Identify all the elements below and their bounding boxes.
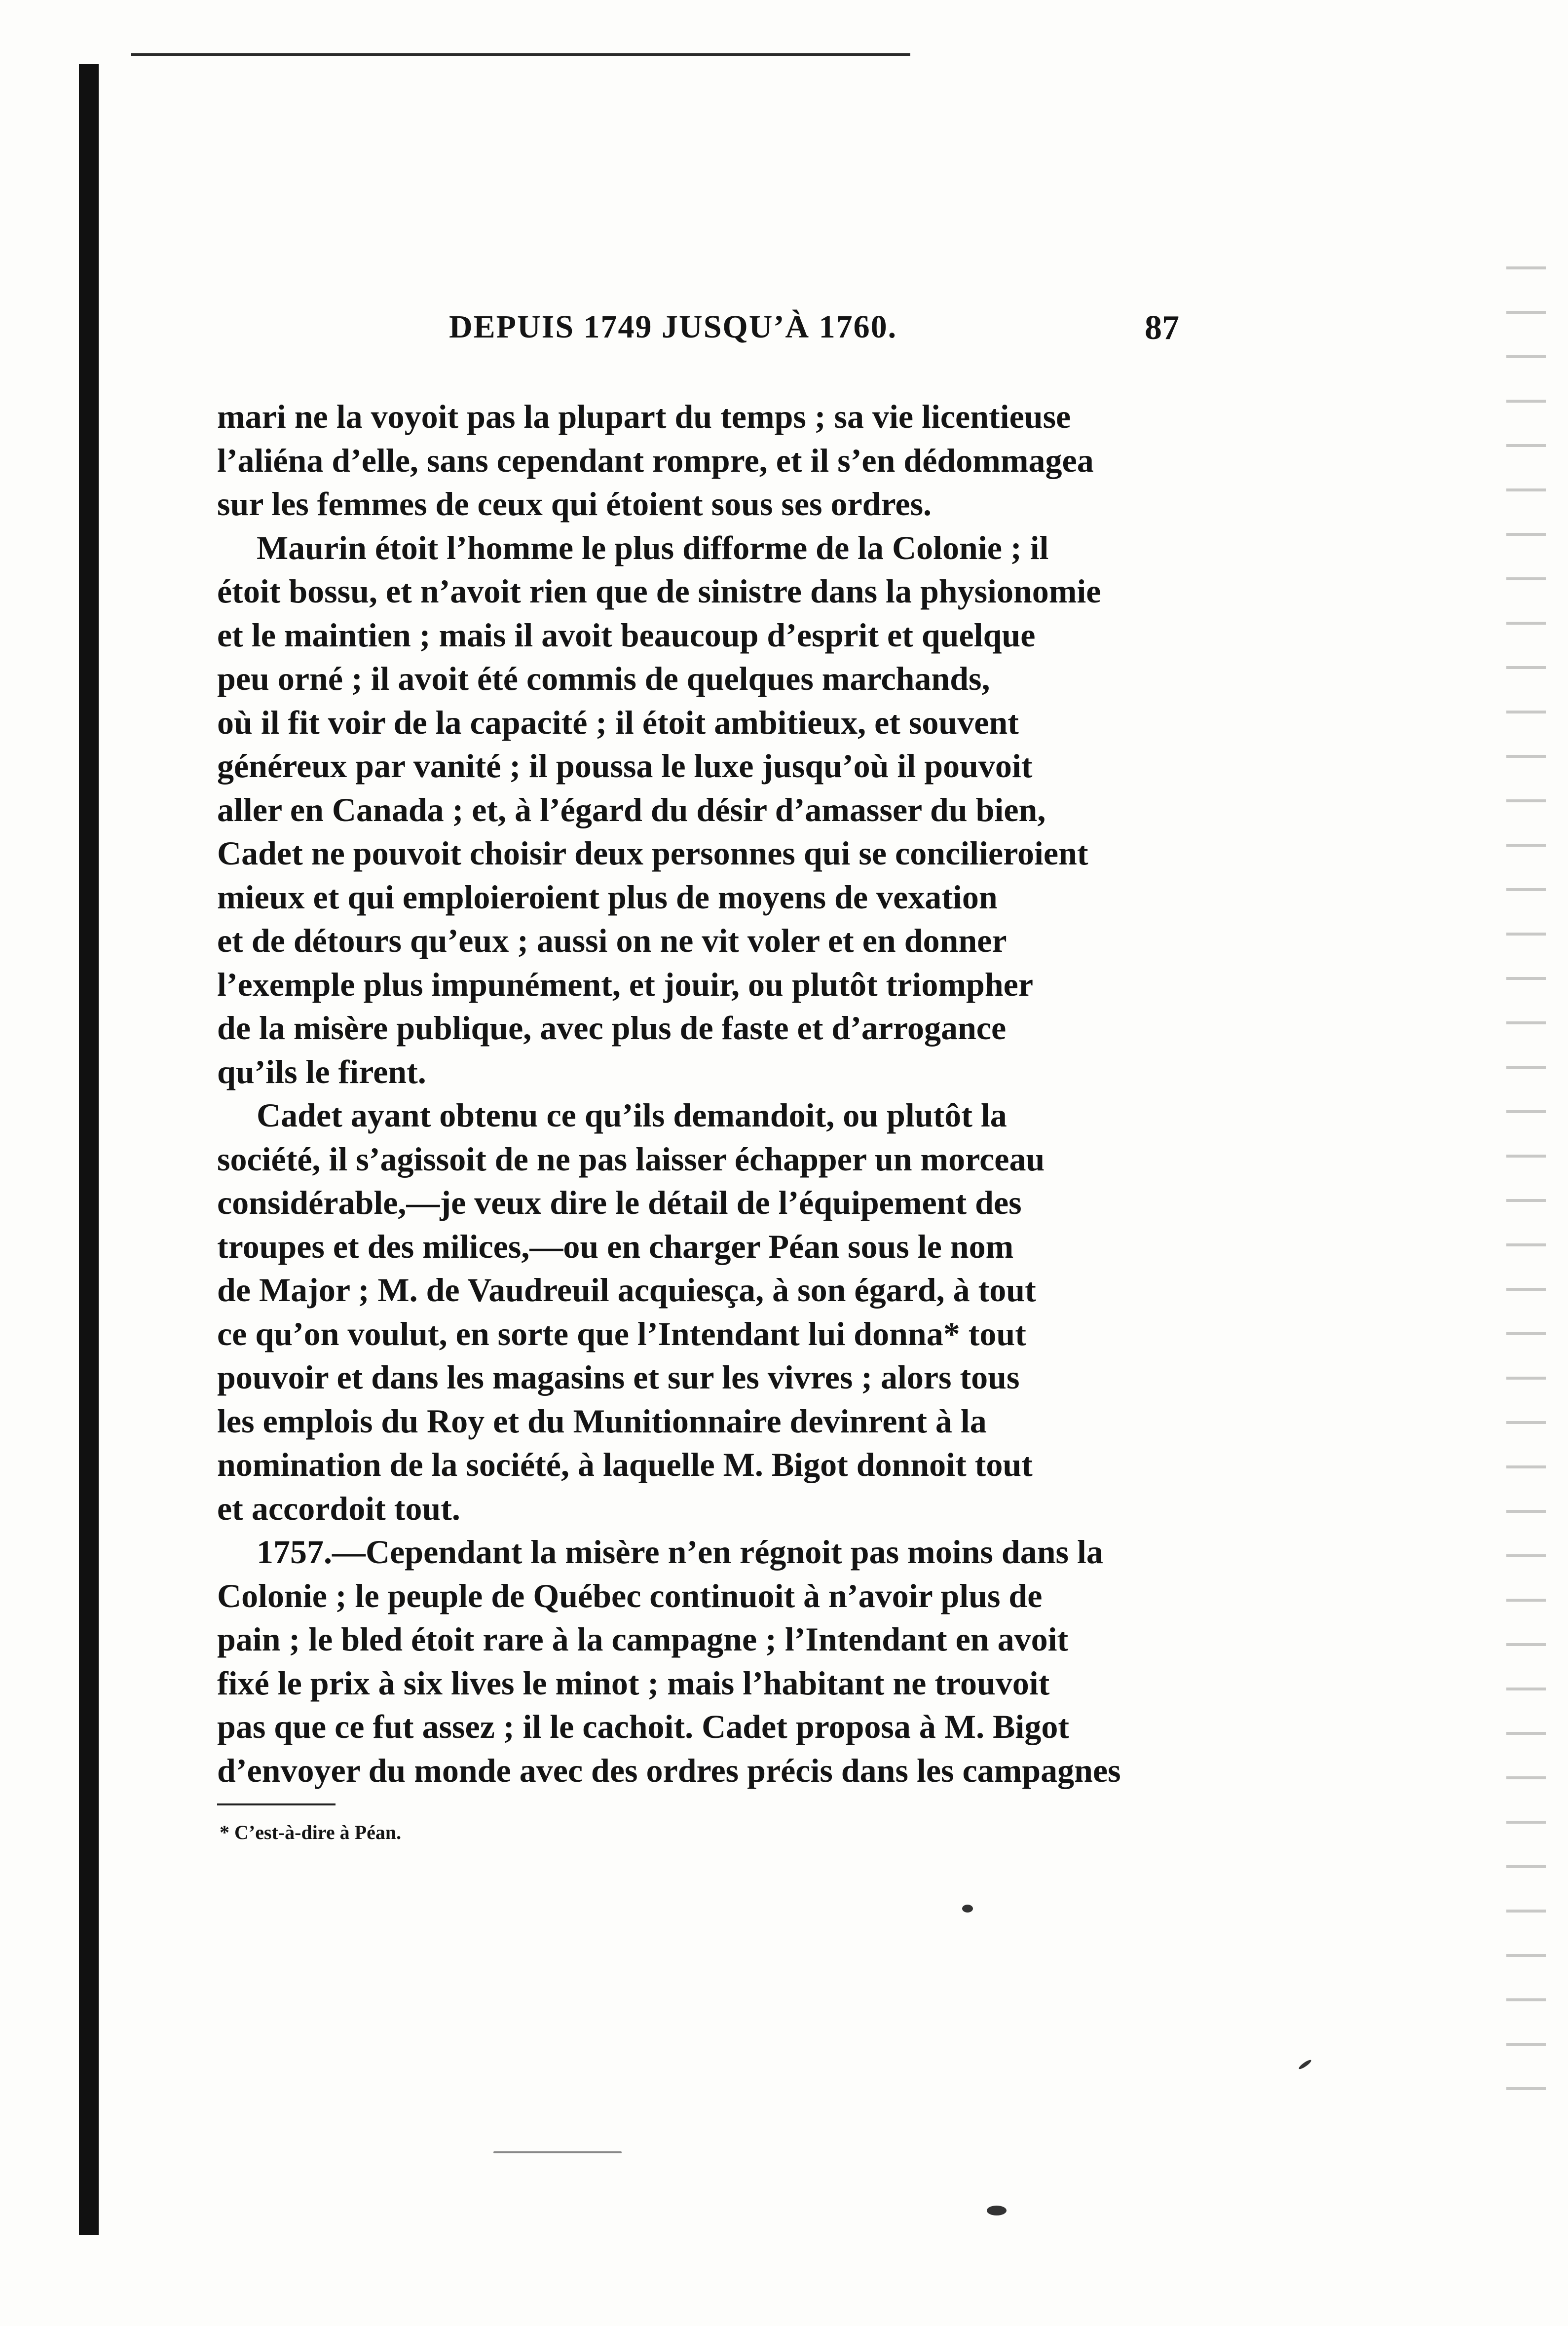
text-line: Maurin étoit l’homme le plus difforme de la Colonie ; il — [257, 528, 1049, 566]
text-line: troupes et des milices,—ou en charger Péan sous le nom — [217, 1227, 1014, 1265]
text-line: considérable,—je veux dire le détail de l’équipement des — [217, 1184, 1022, 1221]
top-rule — [131, 53, 910, 56]
footnote: * C’est-à-dire à Péan. — [220, 1821, 402, 1843]
scan-edge-noise — [1506, 247, 1546, 2122]
text-line: pouvoir et dans les magasins et sur les vivres ; alors tous — [217, 1358, 1020, 1396]
scan-speck — [962, 1905, 973, 1913]
text-line: mieux et qui emploieroient plus de moyens de vexation — [217, 878, 998, 916]
text-line: nomination de la société, à laquelle M. Bigot donnoit tout — [217, 1446, 1033, 1483]
text-line: pas que ce fut assez ; il le cachoit. Cadet proposa à M. Bigot — [217, 1708, 1069, 1745]
text-line: peu orné ; il avoit été commis de quelques marchands, — [217, 660, 990, 697]
running-head: DEPUIS 1749 JUSQU’À 1760. — [449, 309, 897, 345]
text-line: Colonie ; le peuple de Québec continuoit à n’avoir plus de — [217, 1576, 1043, 1614]
scan-speck — [987, 2206, 1007, 2215]
text-line: pain ; le bled étoit rare à la campagne ; l’Intendant en avoit — [217, 1620, 1069, 1658]
text-line: et le maintien ; mais il avoit beaucoup d’esprit et quelque — [217, 616, 1036, 654]
text-line: d’envoyer du monde avec des ordres précis dans les campagnes — [217, 1751, 1121, 1789]
text-line: et accordoit tout. — [217, 1489, 460, 1527]
text-line: ce qu’on voulut, en sorte que l’Intendant lui donna* tout — [217, 1314, 1026, 1352]
text-line: de Major ; M. de Vaudreuil acquiesça, à son égard, à tout — [217, 1271, 1036, 1309]
page-number: 87 — [1145, 309, 1179, 347]
text-line: étoit bossu, et n’avoit rien que de sinistre dans la physionomie — [217, 572, 1101, 610]
text-line: qu’ils le firent. — [217, 1052, 426, 1090]
page-binding-shadow — [79, 64, 99, 2235]
text-line: aller en Canada ; et, à l’égard du désir d’amasser du bien, — [217, 790, 1046, 828]
text-line: et de détours qu’eux ; aussi on ne vit voler et en donner — [217, 922, 1007, 959]
text-line: fixé le prix à six lives le minot ; mais l’habitant ne trouvoit — [217, 1664, 1050, 1702]
body-text — [217, 395, 1179, 1792]
text-line: société, il s’agissoit de ne pas laisser échapper un morceau — [217, 1140, 1045, 1178]
text-line: sur les femmes de ceux qui étoient sous ses ordres. — [217, 485, 932, 523]
scan-speck — [493, 2151, 622, 2153]
text-line: 1757.—Cependant la misère n’en régnoit pas moins dans la — [257, 1533, 1103, 1571]
footnote-rule — [217, 1803, 336, 1805]
text-line: mari ne la voyoit pas la plupart du temps ; sa vie licentieuse — [217, 398, 1071, 435]
page-header — [217, 308, 1179, 363]
text-line: Cadet ayant obtenu ce qu’ils demandoit, ou plutôt la — [257, 1096, 1007, 1134]
text-line: l’exemple plus impunément, et jouir, ou plutôt triompher — [217, 965, 1034, 1003]
text-line: l’aliéna d’elle, sans cependant rompre, et il s’en dédommagea — [217, 441, 1094, 479]
text-line: de la misère publique, avec plus de faste et d’arrogance — [217, 1009, 1007, 1047]
scan-speck — [1298, 2059, 1312, 2070]
text-line: où il fit voir de la capacité ; il étoit ambitieux, et souvent — [217, 703, 1019, 741]
text-line: Cadet ne pouvoit choisir deux personnes qui se concilieroient — [217, 834, 1088, 872]
text-line: les emplois du Roy et du Munitionnaire devinrent à la — [217, 1402, 987, 1440]
text-line: généreux par vanité ; il poussa le luxe jusqu’où il pouvoit — [217, 747, 1033, 785]
